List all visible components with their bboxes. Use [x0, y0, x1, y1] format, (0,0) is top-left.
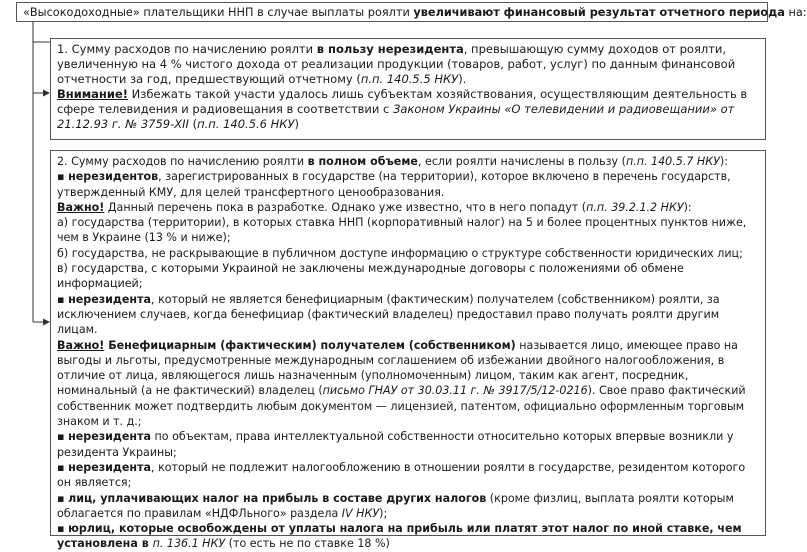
rule-box-1	[50, 38, 766, 140]
rule-2-text	[57, 154, 759, 169]
important-text: ). Свое право фактический собственник может подтвердить любым документом — лицензией, патентом, официально оформленным торговым знаком и т. д.;	[57, 384, 746, 429]
warning-text: )	[294, 117, 299, 131]
header-box	[16, 2, 807, 22]
important-bold: Бенефициарным (фактическим) получателем (собственником)	[104, 338, 516, 352]
rule-1-ref: п.п. 140.5.5 НКУ	[360, 72, 459, 86]
list-item-bold: лиц, уплачивающих налог на прибыль в составе других налогов	[68, 491, 487, 505]
list-item	[57, 521, 759, 552]
bullet-icon: ▪	[57, 522, 65, 536]
important-text: ):	[683, 200, 692, 214]
rule-1-text	[57, 42, 759, 87]
header-text-bold: увеличивают финансовый результат отчетного периода	[413, 6, 785, 19]
law-reference: Законом Украины «О телевидении и радиовещании» от 21.12.93 г. № 3759-XII	[57, 102, 735, 131]
bullet-icon: ▪	[57, 430, 65, 444]
bullet-icon: ▪	[57, 491, 65, 505]
header-text-3: на:	[784, 6, 807, 19]
list-item-bold: юрлиц, которые освобождены от уплаты налога на прибыль или платят этот налог по иной ставке, чем установлена в	[57, 522, 742, 551]
list-item-bold: нерезидентов	[68, 170, 159, 184]
important-note-2	[57, 338, 759, 430]
important-label: Важно!	[57, 200, 105, 214]
list-item-text: (то есть не по ставке 18 %)	[225, 537, 390, 551]
important-label: Важно!	[57, 338, 105, 352]
header-text-1: «Высокодоходные» плательщики ННП в случае выплаты роялти	[23, 6, 414, 19]
list-item-text: по объектам, права интеллектуальной собственности относительно которых впервые возникли у резидента Украины;	[57, 430, 734, 459]
rule-2-part: 2. Сумму расходов по начислению роялти	[57, 155, 308, 168]
warning-text: Избежать такой участи удалось лишь субъектам хозяйствования, осуществляющим деятельность в сфере телевидения и радиовещания в соответствии с	[57, 87, 748, 116]
rule-1-part: ).	[458, 72, 467, 86]
list-item-bold: нерезидента	[68, 430, 152, 444]
list-item-ref: п. 136.1 НКУ	[152, 537, 226, 551]
list-item-bold: нерезидента	[68, 460, 152, 474]
list-item-bold: нерезидента	[68, 292, 152, 306]
rule-2-ref: п.п. 140.5.7 НКУ	[625, 155, 720, 168]
sublist-item-a: а) государства (территории), в которых ставка ННП (корпоративный налог) на 5 и более процентных пунктов ниже, чем в Украине (13 % и ниже);	[57, 216, 747, 245]
list-item-ref: IV НКУ	[341, 506, 380, 520]
important-text: называется лицо, имеющее право на выгоды и льготы, предусмотренные международным соглашением об избежании двойного налогообложения, в отличие от лица, являющегося лишь назначенным (уполномоченным) лицом, таким как агент, посредник, номинальный (а не фактический) владелец (	[57, 338, 738, 398]
bullet-icon: ▪	[57, 460, 65, 474]
rule-2-part: ):	[719, 155, 728, 168]
important-text: Данный перечень пока в разработке. Однако уже известно, что в него попадут (	[104, 200, 587, 214]
sublist-item-b: б) государства, не раскрывающие в публичном доступе информацию о структуре собственности юридических лиц;	[57, 246, 743, 260]
warning-note	[57, 87, 759, 132]
list-item	[57, 491, 759, 522]
warning-ref: п.п. 140.5.6 НКУ	[197, 117, 295, 131]
bullet-icon: ▪	[57, 170, 65, 184]
rule-2-bold: в полном объеме	[307, 155, 418, 168]
warning-label: Внимание!	[57, 87, 128, 101]
list-item	[57, 292, 759, 338]
letter-reference: письмо ГНАУ от 30.03.11 г. № 3917/5/12-0216	[322, 384, 588, 398]
sublist-item-c: в) государства, с которыми Украиной не заключены международные договоры с положениями об обмене информацией;	[57, 262, 684, 291]
list-item	[57, 429, 759, 460]
rule-box-2	[50, 150, 766, 551]
list-item	[57, 460, 759, 491]
list-item-text: , который не подлежит налогообложению в отношении роялти в государстве, резидентом которого он является;	[57, 460, 746, 490]
rule-1-part: , превышающую сумму доходов от роялти, увеличенную на 4 % чистого дохода от реализации продукции (товаров, работ, услуг) по данным финансовой отчетности за год, предшествующий отчетному (	[57, 42, 736, 86]
list-item-text: , который не является бенефициарным (фактическим) получателем (собственником) роялти, за исключением случаев, когда бенефициар (фактический владелец) предоставил право получать роялти другим лицам.	[57, 292, 720, 337]
bullet-icon: ▪	[57, 292, 65, 306]
list-item-text: , зарегистрированных в государстве (на территории), которое включено в перечень государств, утвержденный КМУ, для целей трансфертного ценообразования.	[57, 170, 731, 199]
list-item	[57, 169, 759, 200]
rule-1-bold: в пользу нерезидента	[316, 42, 464, 56]
rule-2-part: , если роялти начислены в пользу (	[417, 155, 626, 168]
important-ref: п.п. 39.2.1.2 НКУ	[586, 200, 684, 214]
list-item-text: );	[379, 506, 388, 520]
rule-1-part: 1. Сумму расходов по начислению роялти	[57, 42, 317, 56]
important-note	[57, 200, 759, 215]
warning-text: (	[188, 117, 198, 131]
list-item-text: (кроме физлиц, выплата роялти которым облагается по правилам «НДФЛьного» раздела	[57, 491, 734, 520]
